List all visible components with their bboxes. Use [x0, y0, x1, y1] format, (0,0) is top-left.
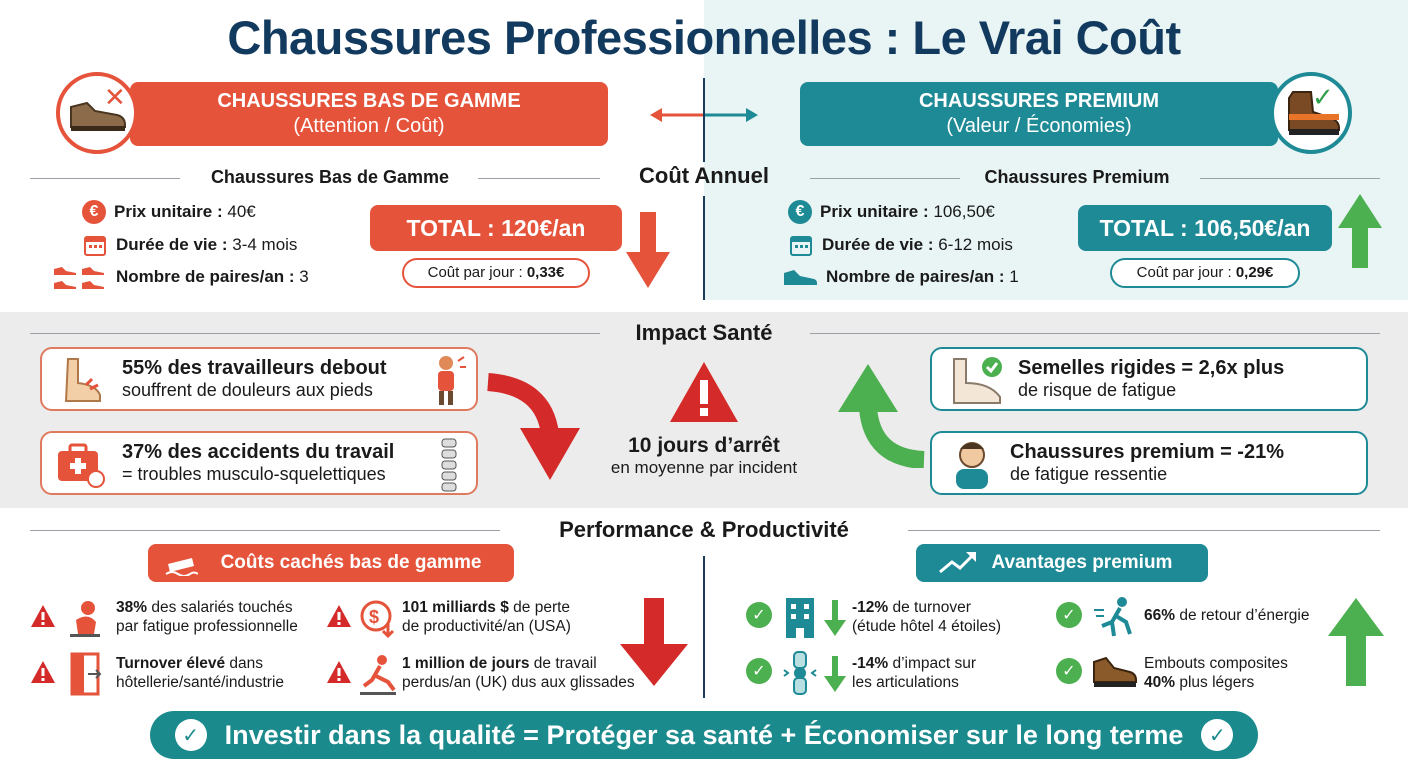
- hidden-cost-item: [324, 594, 664, 644]
- health-card-premium-fatigue: [930, 431, 1368, 495]
- low-cost-banner-title: CHAUSSURES BAS DE GAMME: [217, 90, 521, 112]
- check-circle-icon: ✓: [1056, 602, 1082, 628]
- health-card-rigid-soles: [930, 347, 1368, 411]
- warning-icon: [30, 660, 56, 684]
- premium-benefit-item: [1054, 594, 1344, 644]
- rigid-soles-text: de risque de fatigue: [1018, 380, 1177, 400]
- low-pairs-value: 3: [299, 267, 309, 286]
- hidden-cost-bold: Turnover élevé: [116, 655, 226, 672]
- premium-benefit-item: [744, 650, 1044, 700]
- health-card-accidents: [40, 431, 478, 495]
- premium-banner: [800, 82, 1278, 146]
- up-curve-arrow-icon: [836, 362, 928, 468]
- hidden-cost-item: [28, 594, 328, 644]
- hidden-costs-pill: [148, 544, 514, 582]
- low-cost-banner-subtitle: (Attention / Coût): [293, 115, 445, 137]
- low-price-row: [82, 200, 256, 224]
- low-cost-banner: [130, 82, 608, 146]
- euro-icon: €: [788, 200, 812, 224]
- premium-benefit-bold: 66%: [1144, 607, 1176, 624]
- hidden-cost-text: [402, 654, 635, 692]
- premium-banner-subtitle: (Valeur / Économies): [946, 115, 1132, 137]
- low-per-day-value: 0,33€: [526, 264, 565, 281]
- money-loss-icon: [358, 598, 398, 638]
- premium-total-badge: TOTAL : 106,50€/an: [1078, 205, 1332, 251]
- hidden-cost-text: [116, 654, 284, 692]
- knee-joint-icon: [782, 650, 818, 696]
- down-curve-arrow-icon: [484, 372, 584, 484]
- divider-line: [810, 333, 1380, 334]
- top-divider: [703, 78, 705, 162]
- premium-benefit-text1: Embouts composites: [1144, 655, 1288, 672]
- conclusion-text: Investir dans la qualité = Protéger sa santé + Économiser sur le long terme: [224, 719, 1184, 750]
- premium-benefit-text2: (étude hôtel 4 étoiles): [852, 618, 1002, 635]
- premium-fatigue-text: de fatigue ressentie: [1010, 464, 1168, 484]
- shoe-icon: [782, 264, 818, 290]
- down-arrow-icon: [618, 596, 690, 688]
- premium-benefit-text1: de retour d’énergie: [1175, 607, 1310, 624]
- trend-up-icon: [938, 550, 978, 576]
- premium-per-day-value: 0,29€: [1235, 264, 1274, 281]
- hidden-cost-text: [116, 598, 298, 636]
- rigid-soles-title: Semelles rigides = 2,6x plus: [1018, 357, 1285, 379]
- premium-pairs-row: [782, 264, 1019, 290]
- health-heading: Impact Santé: [635, 320, 773, 345]
- low-total-badge: TOTAL : 120€/an: [370, 205, 622, 251]
- divider-line: [30, 333, 600, 334]
- premium-benefit-bold: -14%: [852, 655, 889, 672]
- low-price-label: Prix unitaire :: [114, 202, 223, 221]
- fatigued-worker-icon: [66, 598, 106, 640]
- hidden-cost-text1: des salariés touchés: [147, 599, 293, 616]
- check-circle-icon: ✓: [746, 602, 772, 628]
- up-arrow-icon: [1336, 192, 1384, 270]
- foot-skeleton-icon: [946, 353, 1008, 407]
- spine-icon: [436, 437, 462, 493]
- premium-benefits-label: Avantages premium: [991, 552, 1173, 573]
- premium-life-row: [788, 232, 1013, 258]
- premium-benefit-text: [1144, 654, 1288, 692]
- sick-leave-title: 10 jours d’arrêt: [628, 434, 780, 457]
- premium-fatigue-title: Chaussures premium = -21%: [1010, 441, 1284, 463]
- check-circle-icon: ✓: [175, 719, 207, 751]
- cost-divider: [703, 196, 705, 300]
- divider-line: [908, 530, 1380, 531]
- hidden-cost-item: [28, 650, 328, 700]
- premium-pairs-value: 1: [1009, 267, 1019, 286]
- low-per-day: [402, 258, 590, 288]
- low-per-day-label: Coût par jour :: [427, 264, 523, 281]
- cross-icon: ✕: [104, 82, 126, 112]
- hidden-cost-text2: de productivité/an (USA): [402, 618, 571, 635]
- divider-line: [810, 178, 960, 179]
- hidden-cost-bold: 1 million de jours: [402, 655, 530, 672]
- accidents-title: 37% des accidents du travail: [122, 441, 395, 463]
- warning-icon: [326, 660, 352, 684]
- annual-cost-heading: Coût Annuel: [639, 163, 769, 188]
- page-title: Chaussures Professionnelles : Le Vrai Coût: [227, 11, 1181, 64]
- check-circle-icon: ✓: [1056, 658, 1082, 684]
- svg-text:$: $: [369, 607, 380, 627]
- back-pain-person-icon: [428, 353, 468, 407]
- calendar-icon: [82, 232, 108, 258]
- hidden-cost-item: [324, 650, 664, 700]
- foot-pain-icon: [56, 355, 106, 405]
- health-card-feet-pain: [40, 347, 478, 411]
- premium-price-row: [788, 200, 995, 224]
- up-arrow-icon: [1326, 596, 1386, 688]
- calendar-icon: [788, 232, 814, 258]
- premium-life-label: Durée de vie :: [822, 235, 934, 254]
- warning-icon: [326, 604, 352, 628]
- premium-benefit-text1: d’impact sur: [888, 655, 977, 672]
- low-cost-heading: Chaussures Bas de Gamme: [210, 167, 450, 187]
- low-life-value: 3-4 mois: [232, 235, 298, 254]
- premium-benefit-bold: -12%: [852, 599, 889, 616]
- check-circle-icon: ✓: [1201, 719, 1233, 751]
- conclusion-banner: [150, 711, 1258, 759]
- shoes-icon: [52, 264, 108, 290]
- divider-line: [478, 178, 600, 179]
- check-circle-icon: ✓: [746, 658, 772, 684]
- exit-door-icon: [66, 652, 106, 696]
- premium-life-value: 6-12 mois: [938, 235, 1013, 254]
- first-aid-kit-icon: [54, 439, 108, 489]
- premium-benefit-text2: plus légers: [1175, 674, 1255, 691]
- divider-line: [1200, 178, 1380, 179]
- low-price-value: 40€: [227, 202, 256, 221]
- divider-line: [30, 530, 500, 531]
- hidden-cost-bold: 101 milliards $: [402, 599, 509, 616]
- premium-benefit-text: [852, 654, 976, 692]
- premium-shoe-badge: [1270, 72, 1352, 154]
- hidden-cost-text1: de travail: [529, 655, 597, 672]
- hidden-costs-label: Coûts cachés bas de gamme: [220, 552, 482, 573]
- premium-heading: Chaussures Premium: [984, 167, 1170, 187]
- divider-line: [30, 178, 180, 179]
- running-person-icon: [1092, 596, 1136, 638]
- premium-per-day: [1110, 258, 1300, 288]
- accidents-text: = troubles musculo-squelettiques: [122, 464, 386, 484]
- tired-worker-icon: [948, 437, 996, 491]
- sinking-ship-icon: [164, 550, 198, 576]
- feet-pain-title: 55% des travailleurs debout: [122, 357, 387, 379]
- hidden-cost-text2: hôtellerie/santé/industrie: [116, 674, 285, 691]
- down-arrow-icon: [824, 656, 846, 692]
- check-icon: ✓: [1312, 82, 1334, 112]
- low-pairs-row: [52, 264, 309, 290]
- hidden-cost-bold: 38%: [116, 599, 148, 616]
- premium-benefit-text2: les articulations: [852, 674, 959, 691]
- premium-price-label: Prix unitaire :: [820, 202, 929, 221]
- premium-per-day-label: Coût par jour :: [1136, 264, 1232, 281]
- premium-pairs-label: Nombre de paires/an :: [826, 267, 1005, 286]
- premium-banner-title: CHAUSSURES PREMIUM: [918, 90, 1160, 112]
- sick-leave-text: en moyenne par incident: [610, 458, 798, 477]
- premium-benefit-item: [744, 594, 1044, 644]
- premium-price-value: 106,50€: [933, 202, 995, 221]
- premium-benefit-bold: 40%: [1144, 674, 1176, 691]
- hidden-cost-text2: par fatigue professionnelle: [116, 618, 298, 635]
- premium-benefit-text1: de turnover: [888, 599, 971, 616]
- warning-icon: [668, 360, 740, 424]
- sick-leave-block: [580, 434, 828, 478]
- low-life-label: Durée de vie :: [116, 235, 228, 254]
- hotel-building-icon: [782, 596, 818, 638]
- hidden-cost-text: [402, 598, 571, 636]
- premium-benefit-text: [852, 598, 1001, 636]
- premium-benefits-pill: [916, 544, 1208, 582]
- premium-benefit-text: [1144, 606, 1309, 625]
- warning-icon: [30, 604, 56, 628]
- down-arrow-icon: [624, 210, 672, 290]
- hidden-cost-text1: dans: [225, 655, 264, 672]
- hidden-cost-text1: de perte: [508, 599, 571, 616]
- composite-toe-shoe-icon: [1090, 654, 1138, 690]
- euro-icon: €: [82, 200, 106, 224]
- slipping-person-icon: [358, 652, 398, 696]
- performance-divider: [703, 556, 705, 698]
- low-pairs-label: Nombre de paires/an :: [116, 267, 295, 286]
- performance-heading: Performance & Productivité: [559, 517, 849, 542]
- down-arrow-icon: [824, 600, 846, 636]
- hidden-cost-text2: perdus/an (UK) dus aux glissades: [402, 674, 635, 691]
- feet-pain-text: souffrent de douleurs aux pieds: [122, 380, 373, 400]
- premium-benefit-item: [1054, 650, 1344, 700]
- low-life-row: [82, 232, 297, 258]
